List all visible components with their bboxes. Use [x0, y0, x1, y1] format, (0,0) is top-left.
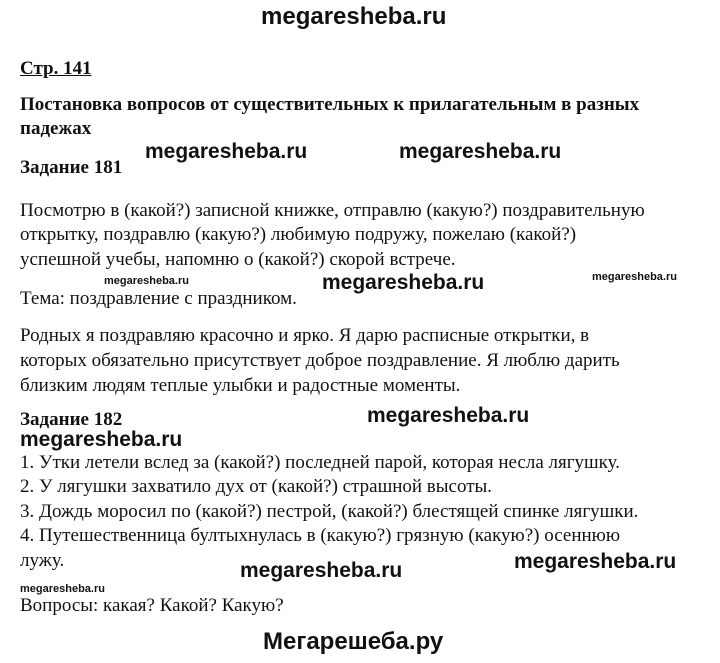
watermark-row2-small-right: megaresheba.ru: [592, 271, 677, 283]
watermark-footer: Мегарешеба.ру: [263, 628, 444, 655]
watermark-row1-right: megaresheba.ru: [399, 140, 562, 163]
watermark-row1-left: megaresheba.ru: [145, 140, 308, 163]
task-182-line: 4. Путешественница бултыхнулась в (какую?) грязную (какую?) осеннюю: [20, 525, 621, 546]
task-181-line: открытку, поздравлю (какую?) любимую подружу, пожелаю (какой?): [20, 224, 577, 245]
task-182-line: лужу.: [20, 550, 65, 571]
section-title-line2: падежах: [20, 118, 92, 139]
watermark-row5-small-left: megaresheba.ru: [20, 583, 105, 595]
watermark-row2-small-left: megaresheba.ru: [104, 275, 189, 287]
task-181-essay-line: Родных я поздравляю красочно и ярко. Я дарю расписные открытки, в: [20, 325, 590, 346]
task-181-line: успешной учебы, напомню о (какой?) скорой встрече.: [20, 249, 456, 270]
watermark-row5-right: megaresheba.ru: [514, 550, 677, 573]
section-title-line1: Постановка вопросов от существительных к прилагательным в разных: [20, 94, 640, 115]
task-182-heading: Задание 182: [20, 409, 123, 430]
watermark-row2-mid: megaresheba.ru: [322, 271, 485, 294]
task-181-theme: Тема: поздравление с праздником.: [20, 288, 297, 309]
task-182-line: 2. У лягушки захватило дух от (какой?) страшной высоты.: [20, 476, 493, 497]
task-181-essay-line: близким людям теплые улыбки и радостные моменты.: [20, 375, 461, 396]
watermark-row5-mid: megaresheba.ru: [240, 559, 403, 582]
task-181-line: Посмотрю в (какой?) записной книжке, отправлю (какую?) поздравительную: [20, 200, 645, 221]
task-182-line: 1. Утки летели вслед за (какой?) последней парой, которая несла лягушку.: [20, 452, 620, 473]
watermark-top: megaresheba.ru: [261, 3, 447, 30]
page-reference: Стр. 141: [20, 58, 92, 79]
task-182-line: 3. Дождь моросил по (какой?) пестрой, (какой?) блестящей спинке лягушки.: [20, 501, 639, 522]
watermark-row4-left: megaresheba.ru: [20, 428, 183, 451]
watermark-row3-right: megaresheba.ru: [367, 404, 530, 427]
task-182-questions: Вопросы: какая? Какой? Какую?: [20, 595, 284, 616]
task-181-heading: Задание 181: [20, 157, 123, 178]
task-181-essay-line: которых обязательно присутствует доброе поздравление. Я люблю дарить: [20, 350, 620, 371]
